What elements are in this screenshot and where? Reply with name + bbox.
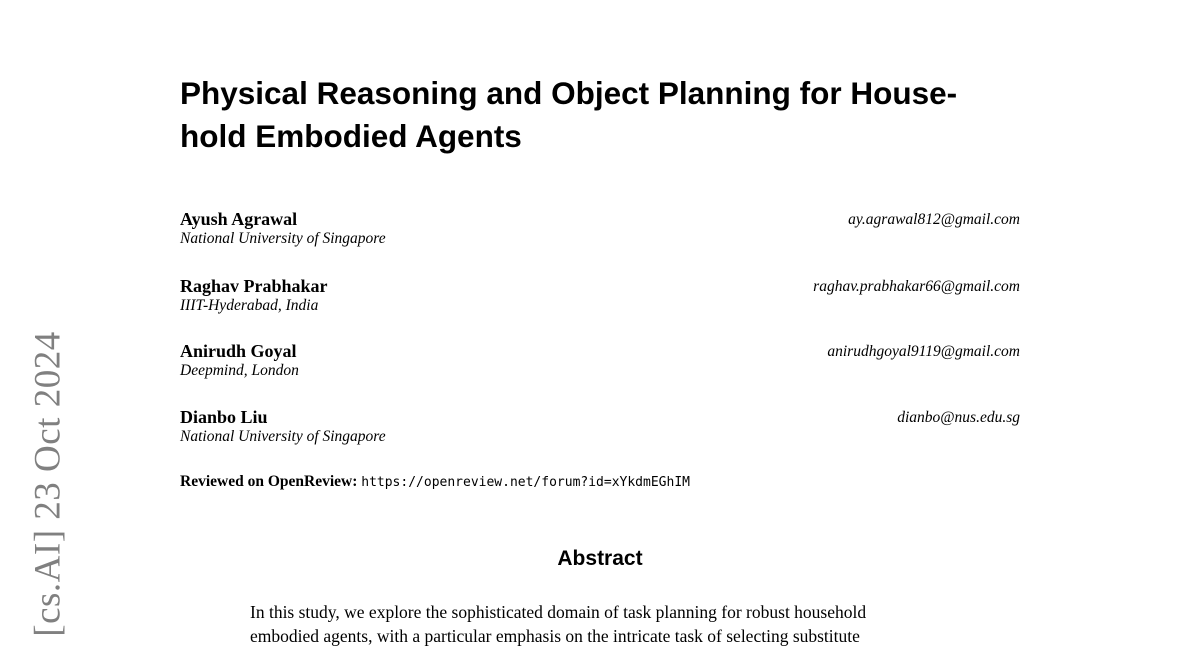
reviewed-on-openreview bbox=[180, 472, 690, 493]
abstract-line: In this study, we explore the sophisticated domain of task planning for robust household bbox=[250, 602, 867, 622]
author-block bbox=[180, 208, 1020, 248]
paper-title-line: Physical Reasoning and Object Planning for House- bbox=[180, 75, 958, 111]
abstract-text bbox=[250, 600, 970, 648]
author-affiliation: Deepmind, London bbox=[180, 362, 299, 379]
author-name: Raghav Prabhakar bbox=[180, 276, 328, 296]
author-email[interactable]: ay.agrawal812@gmail.com bbox=[848, 211, 1020, 228]
paper-title-line: hold Embodied Agents bbox=[180, 118, 522, 154]
author-block bbox=[180, 406, 1020, 446]
author-email[interactable]: anirudhgoyal9119@gmail.com bbox=[827, 343, 1020, 360]
author-name: Dianbo Liu bbox=[180, 407, 268, 427]
reviewed-label: Reviewed on OpenReview: bbox=[180, 473, 358, 490]
paper-title bbox=[180, 72, 1040, 158]
author-name: Ayush Agrawal bbox=[180, 209, 298, 229]
author-email[interactable]: raghav.prabhakar66@gmail.com bbox=[813, 278, 1020, 295]
author-name: Anirudh Goyal bbox=[180, 341, 297, 361]
author-affiliation: National University of Singapore bbox=[180, 230, 386, 247]
abstract-heading: Abstract bbox=[557, 547, 643, 570]
author-email[interactable]: dianbo@nus.edu.sg bbox=[897, 409, 1020, 426]
author-affiliation: National University of Singapore bbox=[180, 428, 386, 445]
openreview-link[interactable]: https://openreview.net/forum?id=xYkdmEGhIM bbox=[361, 475, 690, 490]
abstract-line: embodied agents, with a particular emphasis on the intricate task of selecting substitute bbox=[250, 626, 860, 646]
author-block bbox=[180, 340, 1020, 380]
arxiv-sidebar-stamp: [cs.AI] 23 Oct 2024 bbox=[27, 331, 69, 637]
author-affiliation: IIIT-Hyderabad, India bbox=[180, 297, 319, 314]
author-block bbox=[180, 275, 1020, 315]
